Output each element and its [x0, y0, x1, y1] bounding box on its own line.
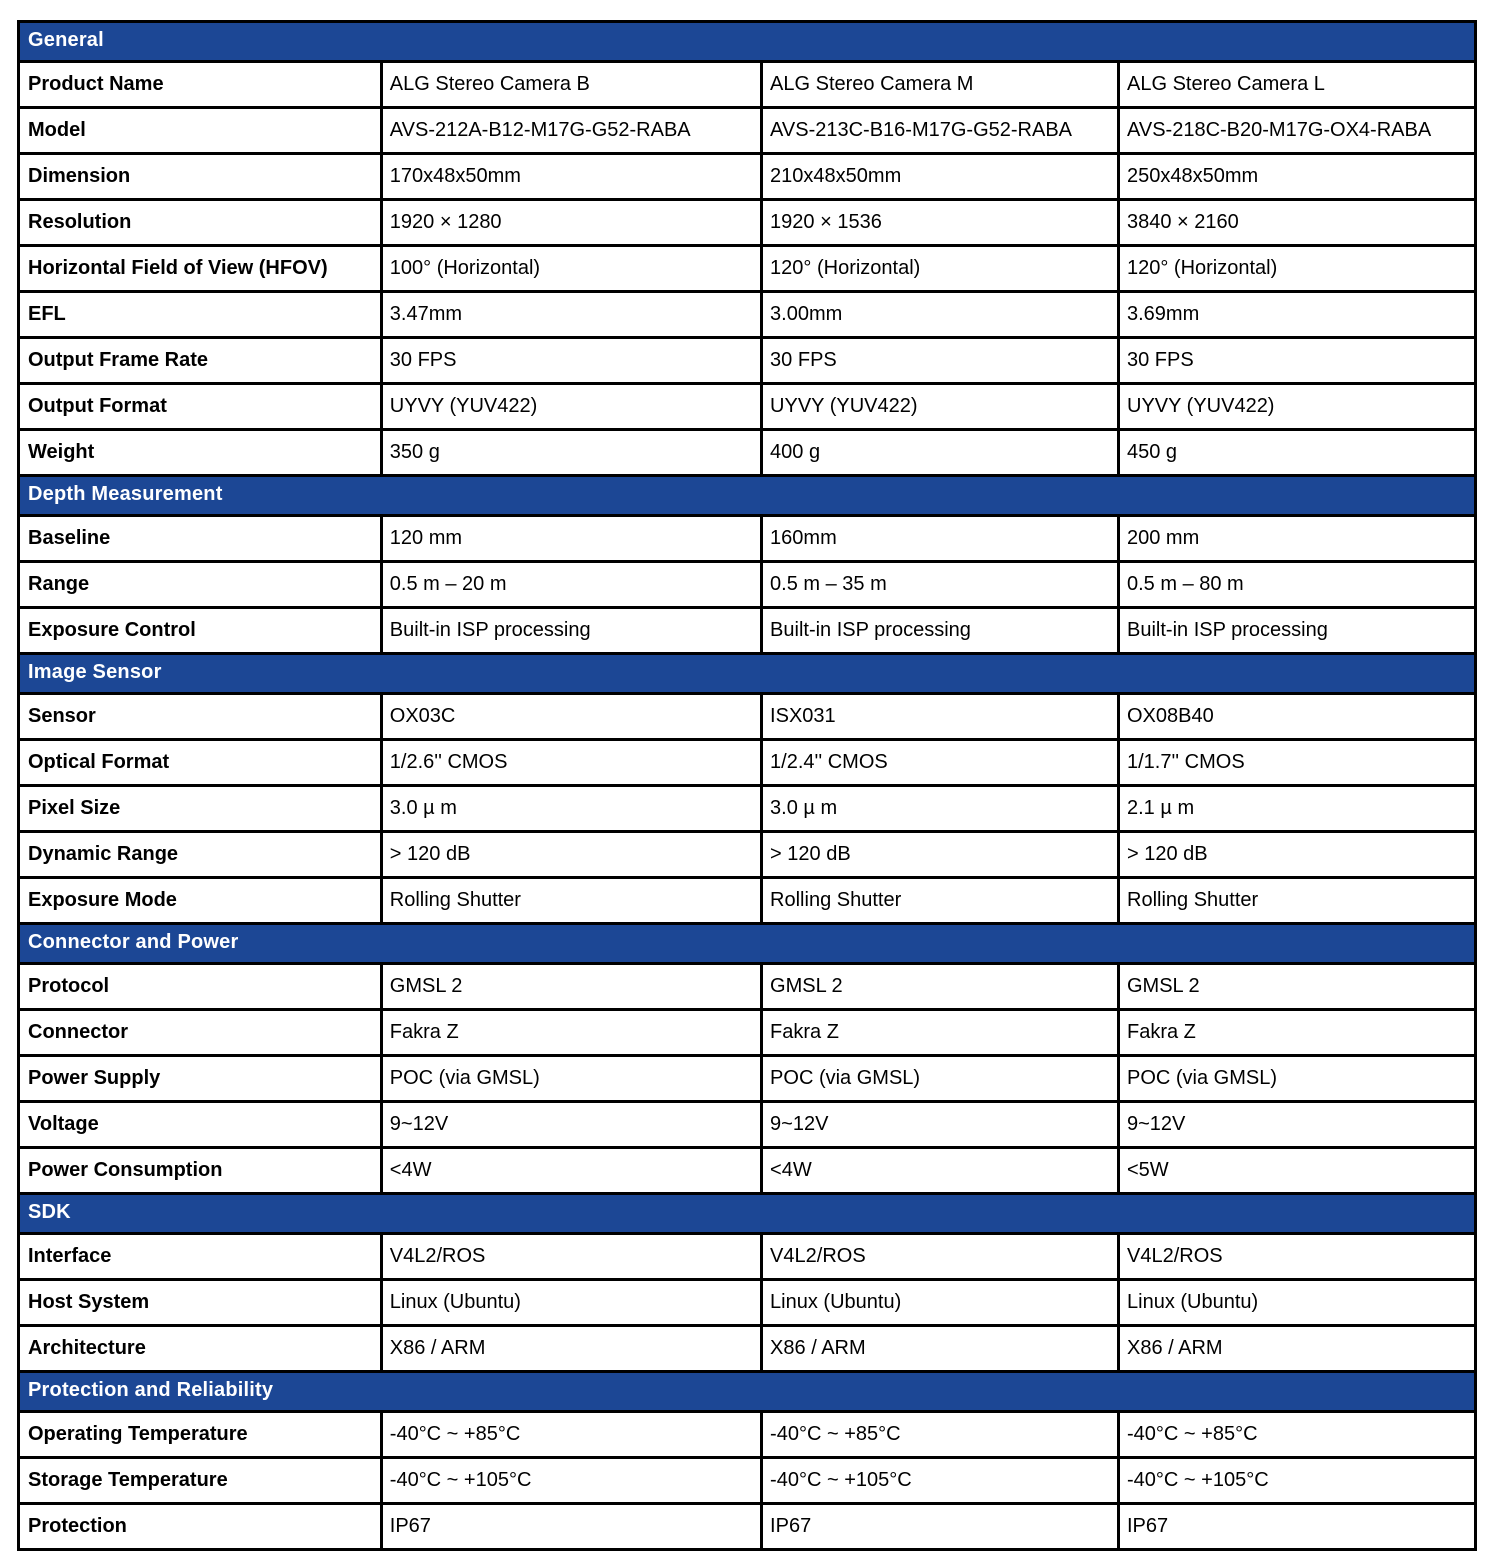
row-label: Protection [19, 1504, 382, 1550]
value-cell-col3: <5W [1119, 1148, 1476, 1194]
table-row [19, 154, 1476, 200]
row-label: Storage Temperature [19, 1458, 382, 1504]
value-cell-col3: AVS-218C-B20-M17G-OX4-RABA [1119, 108, 1476, 154]
value-cell-col1: OX03C [381, 694, 761, 740]
value-cell-col2: X86 / ARM [762, 1326, 1119, 1372]
row-label: Baseline [19, 516, 382, 562]
spec-table-body [19, 22, 1476, 1550]
table-row [19, 200, 1476, 246]
value-cell-col2: POC (via GMSL) [762, 1056, 1119, 1102]
row-label: Host System [19, 1280, 382, 1326]
table-row [19, 694, 1476, 740]
table-row [19, 878, 1476, 924]
section-header-row [19, 1194, 1476, 1234]
value-cell-col3: 2.1 µ m [1119, 786, 1476, 832]
row-label: Output Format [19, 384, 382, 430]
value-cell-col1: 120 mm [381, 516, 761, 562]
value-cell-col1: <4W [381, 1148, 761, 1194]
table-row [19, 338, 1476, 384]
value-cell-col1: 1/2.6'' CMOS [381, 740, 761, 786]
row-label: Protocol [19, 964, 382, 1010]
value-cell-col2: 30 FPS [762, 338, 1119, 384]
row-label: Connector [19, 1010, 382, 1056]
table-row [19, 832, 1476, 878]
section-title: SDK [19, 1194, 1476, 1234]
value-cell-col3: -40°C ~ +85°C [1119, 1412, 1476, 1458]
value-cell-col2: 1920 × 1536 [762, 200, 1119, 246]
value-cell-col1: POC (via GMSL) [381, 1056, 761, 1102]
table-row [19, 246, 1476, 292]
value-cell-col1: IP67 [381, 1504, 761, 1550]
value-cell-col3: 30 FPS [1119, 338, 1476, 384]
row-label: Pixel Size [19, 786, 382, 832]
value-cell-col1: 0.5 m – 20 m [381, 562, 761, 608]
value-cell-col3: X86 / ARM [1119, 1326, 1476, 1372]
value-cell-col2: Built-in ISP processing [762, 608, 1119, 654]
table-row [19, 562, 1476, 608]
value-cell-col2: AVS-213C-B16-M17G-G52-RABA [762, 108, 1119, 154]
row-label: Dynamic Range [19, 832, 382, 878]
table-row [19, 1280, 1476, 1326]
value-cell-col3: 250x48x50mm [1119, 154, 1476, 200]
value-cell-col2: 1/2.4'' CMOS [762, 740, 1119, 786]
table-row [19, 1458, 1476, 1504]
value-cell-col2: Rolling Shutter [762, 878, 1119, 924]
row-label: Dimension [19, 154, 382, 200]
value-cell-col1: V4L2/ROS [381, 1234, 761, 1280]
section-title: General [19, 22, 1476, 62]
value-cell-col3: 200 mm [1119, 516, 1476, 562]
value-cell-col3: -40°C ~ +105°C [1119, 1458, 1476, 1504]
value-cell-col3: GMSL 2 [1119, 964, 1476, 1010]
row-label: Exposure Control [19, 608, 382, 654]
row-label: Voltage [19, 1102, 382, 1148]
value-cell-col2: 9~12V [762, 1102, 1119, 1148]
value-cell-col1: 3.47mm [381, 292, 761, 338]
row-label: Power Consumption [19, 1148, 382, 1194]
value-cell-col1: 100° (Horizontal) [381, 246, 761, 292]
row-label: Operating Temperature [19, 1412, 382, 1458]
value-cell-col1: Built-in ISP processing [381, 608, 761, 654]
table-row [19, 1234, 1476, 1280]
value-cell-col3: > 120 dB [1119, 832, 1476, 878]
value-cell-col2: -40°C ~ +105°C [762, 1458, 1119, 1504]
value-cell-col3: ALG Stereo Camera L [1119, 62, 1476, 108]
table-row [19, 292, 1476, 338]
table-row [19, 430, 1476, 476]
value-cell-col1: GMSL 2 [381, 964, 761, 1010]
section-title: Connector and Power [19, 924, 1476, 964]
table-row [19, 62, 1476, 108]
value-cell-col2: -40°C ~ +85°C [762, 1412, 1119, 1458]
value-cell-col3: V4L2/ROS [1119, 1234, 1476, 1280]
table-row [19, 1056, 1476, 1102]
table-row [19, 1148, 1476, 1194]
value-cell-col2: 3.00mm [762, 292, 1119, 338]
section-title: Protection and Reliability [19, 1372, 1476, 1412]
row-label: Power Supply [19, 1056, 382, 1102]
value-cell-col1: > 120 dB [381, 832, 761, 878]
row-label: Sensor [19, 694, 382, 740]
value-cell-col1: UYVY (YUV422) [381, 384, 761, 430]
value-cell-col2: 210x48x50mm [762, 154, 1119, 200]
row-label: Output Frame Rate [19, 338, 382, 384]
row-label: Resolution [19, 200, 382, 246]
value-cell-col2: 120° (Horizontal) [762, 246, 1119, 292]
table-row [19, 1102, 1476, 1148]
table-row [19, 384, 1476, 430]
table-row [19, 1010, 1476, 1056]
value-cell-col2: > 120 dB [762, 832, 1119, 878]
row-label: Horizontal Field of View (HFOV) [19, 246, 382, 292]
table-row [19, 1412, 1476, 1458]
value-cell-col1: Linux (Ubuntu) [381, 1280, 761, 1326]
table-row [19, 1504, 1476, 1550]
value-cell-col2: IP67 [762, 1504, 1119, 1550]
row-label: Range [19, 562, 382, 608]
value-cell-col3: 3.69mm [1119, 292, 1476, 338]
value-cell-col2: ALG Stereo Camera M [762, 62, 1119, 108]
value-cell-col2: Fakra Z [762, 1010, 1119, 1056]
value-cell-col1: ALG Stereo Camera B [381, 62, 761, 108]
value-cell-col2: V4L2/ROS [762, 1234, 1119, 1280]
value-cell-col1: 1920 × 1280 [381, 200, 761, 246]
value-cell-col1: Fakra Z [381, 1010, 761, 1056]
row-label: Product Name [19, 62, 382, 108]
value-cell-col3: Rolling Shutter [1119, 878, 1476, 924]
value-cell-col1: -40°C ~ +105°C [381, 1458, 761, 1504]
value-cell-col1: 9~12V [381, 1102, 761, 1148]
table-row [19, 516, 1476, 562]
value-cell-col3: 3840 × 2160 [1119, 200, 1476, 246]
section-header-row [19, 22, 1476, 62]
row-label: Weight [19, 430, 382, 476]
value-cell-col3: Built-in ISP processing [1119, 608, 1476, 654]
value-cell-col3: 450 g [1119, 430, 1476, 476]
row-label: Architecture [19, 1326, 382, 1372]
section-title: Depth Measurement [19, 476, 1476, 516]
value-cell-col3: UYVY (YUV422) [1119, 384, 1476, 430]
value-cell-col3: POC (via GMSL) [1119, 1056, 1476, 1102]
value-cell-col1: 30 FPS [381, 338, 761, 384]
value-cell-col2: 400 g [762, 430, 1119, 476]
value-cell-col1: 3.0 µ m [381, 786, 761, 832]
section-header-row [19, 1372, 1476, 1412]
row-label: Model [19, 108, 382, 154]
value-cell-col2: UYVY (YUV422) [762, 384, 1119, 430]
row-label: Exposure Mode [19, 878, 382, 924]
value-cell-col3: IP67 [1119, 1504, 1476, 1550]
value-cell-col2: 160mm [762, 516, 1119, 562]
value-cell-col2: 3.0 µ m [762, 786, 1119, 832]
row-label: EFL [19, 292, 382, 338]
row-label: Optical Format [19, 740, 382, 786]
value-cell-col1: 170x48x50mm [381, 154, 761, 200]
value-cell-col2: GMSL 2 [762, 964, 1119, 1010]
value-cell-col1: X86 / ARM [381, 1326, 761, 1372]
value-cell-col3: 120° (Horizontal) [1119, 246, 1476, 292]
value-cell-col3: Fakra Z [1119, 1010, 1476, 1056]
value-cell-col2: ISX031 [762, 694, 1119, 740]
value-cell-col3: 9~12V [1119, 1102, 1476, 1148]
value-cell-col3: OX08B40 [1119, 694, 1476, 740]
value-cell-col1: AVS-212A-B12-M17G-G52-RABA [381, 108, 761, 154]
section-header-row [19, 924, 1476, 964]
value-cell-col2: Linux (Ubuntu) [762, 1280, 1119, 1326]
spec-table [17, 20, 1477, 1551]
value-cell-col2: <4W [762, 1148, 1119, 1194]
table-row [19, 786, 1476, 832]
table-row [19, 608, 1476, 654]
value-cell-col2: 0.5 m – 35 m [762, 562, 1119, 608]
table-row [19, 108, 1476, 154]
value-cell-col1: -40°C ~ +85°C [381, 1412, 761, 1458]
value-cell-col1: 350 g [381, 430, 761, 476]
row-label: Interface [19, 1234, 382, 1280]
value-cell-col3: 1/1.7'' CMOS [1119, 740, 1476, 786]
section-header-row [19, 476, 1476, 516]
table-row [19, 740, 1476, 786]
table-row [19, 964, 1476, 1010]
value-cell-col1: Rolling Shutter [381, 878, 761, 924]
section-header-row [19, 654, 1476, 694]
table-row [19, 1326, 1476, 1372]
value-cell-col3: 0.5 m – 80 m [1119, 562, 1476, 608]
section-title: Image Sensor [19, 654, 1476, 694]
value-cell-col3: Linux (Ubuntu) [1119, 1280, 1476, 1326]
